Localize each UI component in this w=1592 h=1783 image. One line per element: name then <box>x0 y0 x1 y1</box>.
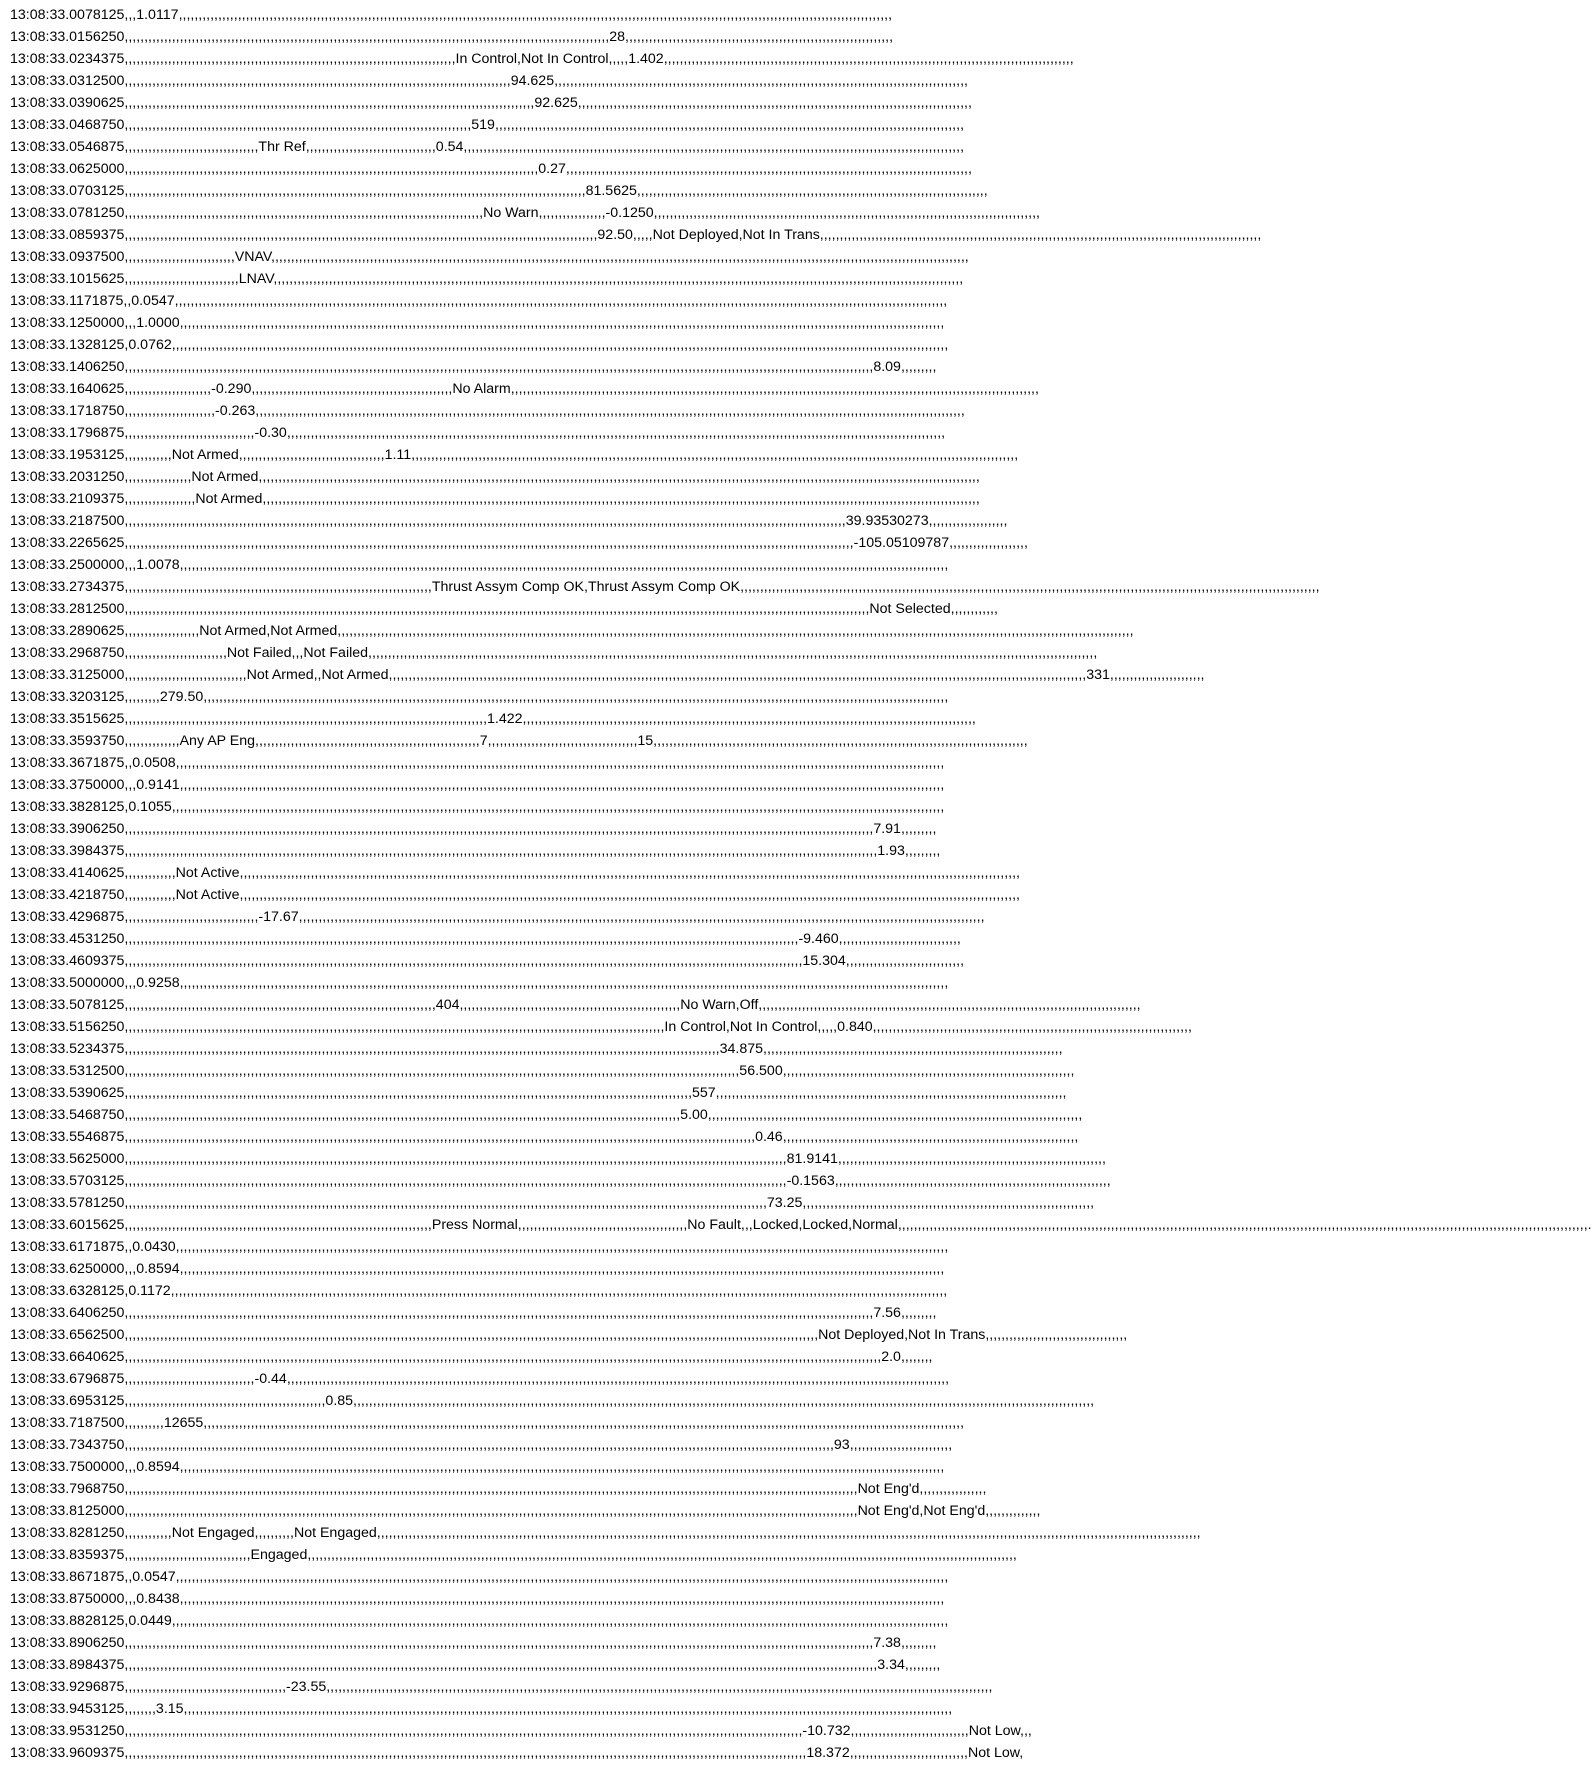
log-line: 13:08:33.9296875,,,,,,,,,,,,,,,,,,,,,,,,,,,,,,,,,,,,,,,,,-23.55,,,,,,,,,,,,,,,,,,,,,,,,,,,,,,,,,,,,,,,,,,,,,,,,,,,,,,,,,,,,,,,,,,,,,,,,,,,,,,,,,,,,,,,,,,,,,,,,,,,,,,,,,,,,,,,,,,,,,,,,,,,,,,,,,,,,,,,,,,,,,,,,,,,,,,,,,,,,,,,,,,,,,,,,, <box>10 1679 993 1695</box>
log-line: 13:08:33.8671875,,0.0547,,,,,,,,,,,,,,,,,,,,,,,,,,,,,,,,,,,,,,,,,,,,,,,,,,,,,,,,,,,,,,,,,,,,,,,,,,,,,,,,,,,,,,,,,,,,,,,,,,,,,,,,,,,,,,,,,,,,,,,,,,,,,,,,,,,,,,,,,,,,,,,,,,,,,,,,,,,,,,,,,,,,,,,,,,,,,,,,,,,,,,,,,,,,,,,,,,,, <box>10 1569 949 1585</box>
log-line: 13:08:33.6640625,,,,,,,,,,,,,,,,,,,,,,,,,,,,,,,,,,,,,,,,,,,,,,,,,,,,,,,,,,,,,,,,,,,,,,,,,,,,,,,,,,,,,,,,,,,,,,,,,,,,,,,,,,,,,,,,,,,,,,,,,,,,,,,,,,,,,,,,,,,,,,,,,,,,,,,,,,,,,,,,,,,,,,,,,,,,,,,,,,,,,,,,,,,,,,,,2.0,,,,,,,, <box>10 1349 933 1365</box>
log-line: 13:08:33.8125000,,,,,,,,,,,,,,,,,,,,,,,,,,,,,,,,,,,,,,,,,,,,,,,,,,,,,,,,,,,,,,,,,,,,,,,,,,,,,,,,,,,,,,,,,,,,,,,,,,,,,,,,,,,,,,,,,,,,,,,,,,,,,,,,,,,,,,,,,,,,,,,,,,,,,,,,,,,,,,,,,,,,,,,,,,,,,,,,,,,,,,,,,,Not Eng'd,Not Eng'd,,,,,,,,,,,,,, <box>10 1503 1041 1519</box>
log-line: 13:08:33.8359375,,,,,,,,,,,,,,,,,,,,,,,,,,,,,,,,Engaged,,,,,,,,,,,,,,,,,,,,,,,,,,,,,,,,,,,,,,,,,,,,,,,,,,,,,,,,,,,,,,,,,,,,,,,,,,,,,,,,,,,,,,,,,,,,,,,,,,,,,,,,,,,,,,,,,,,,,,,,,,,,,,,,,,,,,,,,,,,,,,,,,,,,,,,,,,,,,,,,,,,,,,,,,,,,,,,,,,,, <box>10 1547 1017 1563</box>
log-line: 13:08:33.2734375,,,,,,,,,,,,,,,,,,,,,,,,,,,,,,,,,,,,,,,,,,,,,,,,,,,,,,,,,,,,,,,,,,,,,,,,,,,,,,Thrust Assym Comp OK,Thrust Assym Comp OK,,,,,,,,,,,,,,,,,,,,,,,,,,,,,,,,,,,,,,,,,,,,,,,,,,,,,,,,,,,,,,,,,,,,,,,,,,,,,,,,,,,,,,,,,,,,,,,,,,,,,,,,,,,,,,,,,,,,,,,,,,,,,,,,,,,,,,,,,,,,,,,,,,, <box>10 579 1320 595</box>
log-line: 13:08:33.5000000,,,0.9258,,,,,,,,,,,,,,,,,,,,,,,,,,,,,,,,,,,,,,,,,,,,,,,,,,,,,,,,,,,,,,,,,,,,,,,,,,,,,,,,,,,,,,,,,,,,,,,,,,,,,,,,,,,,,,,,,,,,,,,,,,,,,,,,,,,,,,,,,,,,,,,,,,,,,,,,,,,,,,,,,,,,,,,,,,,,,,,,,,,,,,,,,,,,,,,,,,, <box>10 975 949 991</box>
log-line: 13:08:33.4531250,,,,,,,,,,,,,,,,,,,,,,,,,,,,,,,,,,,,,,,,,,,,,,,,,,,,,,,,,,,,,,,,,,,,,,,,,,,,,,,,,,,,,,,,,,,,,,,,,,,,,,,,,,,,,,,,,,,,,,,,,,,,,,,,,,,,,,,,,,,,,,,,,,,,,,,,,,,,,,,,,,,,,,,,,,,-9.460,,,,,,,,,,,,,,,,,,,,,,,,,,,,,,, <box>10 931 961 947</box>
log-line: 13:08:33.5468750,,,,,,,,,,,,,,,,,,,,,,,,,,,,,,,,,,,,,,,,,,,,,,,,,,,,,,,,,,,,,,,,,,,,,,,,,,,,,,,,,,,,,,,,,,,,,,,,,,,,,,,,,,,,,,,,,,,,,,,,,,,,,,,,,,,,,,,,,,,,,5.00,,,,,,,,,,,,,,,,,,,,,,,,,,,,,,,,,,,,,,,,,,,,,,,,,,,,,,,,,,,,,,,,,,,,,,,,,,,,,,,,,,,,,,,,,,,,,,, <box>10 1107 1083 1123</box>
log-line: 13:08:33.8906250,,,,,,,,,,,,,,,,,,,,,,,,,,,,,,,,,,,,,,,,,,,,,,,,,,,,,,,,,,,,,,,,,,,,,,,,,,,,,,,,,,,,,,,,,,,,,,,,,,,,,,,,,,,,,,,,,,,,,,,,,,,,,,,,,,,,,,,,,,,,,,,,,,,,,,,,,,,,,,,,,,,,,,,,,,,,,,,,,,,,,,,,,,,,,,7.38,,,,,,,,, <box>10 1635 937 1651</box>
log-line: 13:08:33.3515625,,,,,,,,,,,,,,,,,,,,,,,,,,,,,,,,,,,,,,,,,,,,,,,,,,,,,,,,,,,,,,,,,,,,,,,,,,,,,,,,,,,,,,,,,,,,1.422,,,,,,,,,,,,,,,,,,,,,,,,,,,,,,,,,,,,,,,,,,,,,,,,,,,,,,,,,,,,,,,,,,,,,,,,,,,,,,,,,,,,,,,,,,,,,,,,,,,,,,,,,,,,,,,,,,, <box>10 711 976 727</box>
log-line: 13:08:33.6328125,0.1172,,,,,,,,,,,,,,,,,,,,,,,,,,,,,,,,,,,,,,,,,,,,,,,,,,,,,,,,,,,,,,,,,,,,,,,,,,,,,,,,,,,,,,,,,,,,,,,,,,,,,,,,,,,,,,,,,,,,,,,,,,,,,,,,,,,,,,,,,,,,,,,,,,,,,,,,,,,,,,,,,,,,,,,,,,,,,,,,,,,,,,,,,,,,,,,,,,,,, <box>10 1283 948 1299</box>
log-line: 13:08:33.5078125,,,,,,,,,,,,,,,,,,,,,,,,,,,,,,,,,,,,,,,,,,,,,,,,,,,,,,,,,,,,,,,,,,,,,,,,,,,,,,,404,,,,,,,,,,,,,,,,,,,,,,,,,,,,,,,,,,,,,,,,,,,,,,,,,,,,,,,,No Warn,Off,,,,,,,,,,,,,,,,,,,,,,,,,,,,,,,,,,,,,,,,,,,,,,,,,,,,,,,,,,,,,,,,,,,,,,,,,,,,,,,,,,,,,,,,,,,,,,,,, <box>10 997 1141 1013</box>
log-line: 13:08:33.7343750,,,,,,,,,,,,,,,,,,,,,,,,,,,,,,,,,,,,,,,,,,,,,,,,,,,,,,,,,,,,,,,,,,,,,,,,,,,,,,,,,,,,,,,,,,,,,,,,,,,,,,,,,,,,,,,,,,,,,,,,,,,,,,,,,,,,,,,,,,,,,,,,,,,,,,,,,,,,,,,,,,,,,,,,,,,,,,,,,,,,93,,,,,,,,,,,,,,,,,,,,,,,,,, <box>10 1437 953 1453</box>
log-line: 13:08:33.6171875,,0.0430,,,,,,,,,,,,,,,,,,,,,,,,,,,,,,,,,,,,,,,,,,,,,,,,,,,,,,,,,,,,,,,,,,,,,,,,,,,,,,,,,,,,,,,,,,,,,,,,,,,,,,,,,,,,,,,,,,,,,,,,,,,,,,,,,,,,,,,,,,,,,,,,,,,,,,,,,,,,,,,,,,,,,,,,,,,,,,,,,,,,,,,,,,,,,,,,,,,, <box>10 1239 949 1255</box>
log-line: 13:08:33.0390625,,,,,,,,,,,,,,,,,,,,,,,,,,,,,,,,,,,,,,,,,,,,,,,,,,,,,,,,,,,,,,,,,,,,,,,,,,,,,,,,,,,,,,,,,,,,,,,,,,,,,,,,92.625,,,,,,,,,,,,,,,,,,,,,,,,,,,,,,,,,,,,,,,,,,,,,,,,,,,,,,,,,,,,,,,,,,,,,,,,,,,,,,,,,,,,,,,,,,,,,,,,,,,, <box>10 95 972 111</box>
log-line: 13:08:33.5703125,,,,,,,,,,,,,,,,,,,,,,,,,,,,,,,,,,,,,,,,,,,,,,,,,,,,,,,,,,,,,,,,,,,,,,,,,,,,,,,,,,,,,,,,,,,,,,,,,,,,,,,,,,,,,,,,,,,,,,,,,,,,,,,,,,,,,,,,,,,,,,,,,,,,,,,,,,,,,,,,,,,,,,,,-0.1563,,,,,,,,,,,,,,,,,,,,,,,,,,,,,,,,,,,,,,,,,,,,,,,,,,,,,,,,,,,,,,,,,,,,,, <box>10 1173 1111 1189</box>
log-line: 13:08:33.7500000,,,0.8594,,,,,,,,,,,,,,,,,,,,,,,,,,,,,,,,,,,,,,,,,,,,,,,,,,,,,,,,,,,,,,,,,,,,,,,,,,,,,,,,,,,,,,,,,,,,,,,,,,,,,,,,,,,,,,,,,,,,,,,,,,,,,,,,,,,,,,,,,,,,,,,,,,,,,,,,,,,,,,,,,,,,,,,,,,,,,,,,,,,,,,,,,,,,,,,,,, <box>10 1459 945 1475</box>
log-line: 13:08:33.6406250,,,,,,,,,,,,,,,,,,,,,,,,,,,,,,,,,,,,,,,,,,,,,,,,,,,,,,,,,,,,,,,,,,,,,,,,,,,,,,,,,,,,,,,,,,,,,,,,,,,,,,,,,,,,,,,,,,,,,,,,,,,,,,,,,,,,,,,,,,,,,,,,,,,,,,,,,,,,,,,,,,,,,,,,,,,,,,,,,,,,,,,,,,,,,,7.56,,,,,,,,, <box>10 1305 937 1321</box>
log-line: 13:08:33.0703125,,,,,,,,,,,,,,,,,,,,,,,,,,,,,,,,,,,,,,,,,,,,,,,,,,,,,,,,,,,,,,,,,,,,,,,,,,,,,,,,,,,,,,,,,,,,,,,,,,,,,,,,,,,,,,,,,,,,,81.5625,,,,,,,,,,,,,,,,,,,,,,,,,,,,,,,,,,,,,,,,,,,,,,,,,,,,,,,,,,,,,,,,,,,,,,,,,,,,,,,,,,,,,,,,, <box>10 183 988 199</box>
log-line: 13:08:33.0937500,,,,,,,,,,,,,,,,,,,,,,,,,,,,VNAV,,,,,,,,,,,,,,,,,,,,,,,,,,,,,,,,,,,,,,,,,,,,,,,,,,,,,,,,,,,,,,,,,,,,,,,,,,,,,,,,,,,,,,,,,,,,,,,,,,,,,,,,,,,,,,,,,,,,,,,,,,,,,,,,,,,,,,,,,,,,,,,,,,,,,,,,,,,,,,,,,,,,,,,,,,,,,,,,, <box>10 249 969 265</box>
log-line: 13:08:33.4140625,,,,,,,,,,,,,Not Active,,,,,,,,,,,,,,,,,,,,,,,,,,,,,,,,,,,,,,,,,,,,,,,,,,,,,,,,,,,,,,,,,,,,,,,,,,,,,,,,,,,,,,,,,,,,,,,,,,,,,,,,,,,,,,,,,,,,,,,,,,,,,,,,,,,,,,,,,,,,,,,,,,,,,,,,,,,,,,,,,,,,,,,,,,,,,,,,,,,,,,,,,,,,,,,,,,,,,, <box>10 865 1020 881</box>
log-line: 13:08:33.2500000,,,1.0078,,,,,,,,,,,,,,,,,,,,,,,,,,,,,,,,,,,,,,,,,,,,,,,,,,,,,,,,,,,,,,,,,,,,,,,,,,,,,,,,,,,,,,,,,,,,,,,,,,,,,,,,,,,,,,,,,,,,,,,,,,,,,,,,,,,,,,,,,,,,,,,,,,,,,,,,,,,,,,,,,,,,,,,,,,,,,,,,,,,,,,,,,,,,,,,,,,, <box>10 557 949 573</box>
log-line: 13:08:33.1015625,,,,,,,,,,,,,,,,,,,,,,,,,,,,,LNAV,,,,,,,,,,,,,,,,,,,,,,,,,,,,,,,,,,,,,,,,,,,,,,,,,,,,,,,,,,,,,,,,,,,,,,,,,,,,,,,,,,,,,,,,,,,,,,,,,,,,,,,,,,,,,,,,,,,,,,,,,,,,,,,,,,,,,,,,,,,,,,,,,,,,,,,,,,,,,,,,,,,,,,,,,,,,,,, <box>10 271 964 287</box>
log-line: 13:08:33.1796875,,,,,,,,,,,,,,,,,,,,,,,,,,,,,,,,,-0.30,,,,,,,,,,,,,,,,,,,,,,,,,,,,,,,,,,,,,,,,,,,,,,,,,,,,,,,,,,,,,,,,,,,,,,,,,,,,,,,,,,,,,,,,,,,,,,,,,,,,,,,,,,,,,,,,,,,,,,,,,,,,,,,,,,,,,,,,,,,,,,,,,,,,,,,,,,,,,,,,,,,,,,, <box>10 425 946 441</box>
log-line: 13:08:33.3593750,,,,,,,,,,,,,,Any AP Eng,,,,,,,,,,,,,,,,,,,,,,,,,,,,,,,,,,,,,,,,,,,,,,,,,,,,,,,,,7,,,,,,,,,,,,,,,,,,,,,,,,,,,,,,,,,,,,,,15,,,,,,,,,,,,,,,,,,,,,,,,,,,,,,,,,,,,,,,,,,,,,,,,,,,,,,,,,,,,,,,,,,,,,,,,,,,,,,,,,,,,,,,,,,,,,,, <box>10 733 1028 749</box>
log-line: 13:08:33.6796875,,,,,,,,,,,,,,,,,,,,,,,,,,,,,,,,,-0.44,,,,,,,,,,,,,,,,,,,,,,,,,,,,,,,,,,,,,,,,,,,,,,,,,,,,,,,,,,,,,,,,,,,,,,,,,,,,,,,,,,,,,,,,,,,,,,,,,,,,,,,,,,,,,,,,,,,,,,,,,,,,,,,,,,,,,,,,,,,,,,,,,,,,,,,,,,,,,,,,,,,,,,,, <box>10 1371 950 1387</box>
log-line: 13:08:33.5312500,,,,,,,,,,,,,,,,,,,,,,,,,,,,,,,,,,,,,,,,,,,,,,,,,,,,,,,,,,,,,,,,,,,,,,,,,,,,,,,,,,,,,,,,,,,,,,,,,,,,,,,,,,,,,,,,,,,,,,,,,,,,,,,,,,,,,,,,,,,,,,,,,,,,,,,,,,,,56.500,,,,,,,,,,,,,,,,,,,,,,,,,,,,,,,,,,,,,,,,,,,,,,,,,,,,,,,,,,,,,,,,,,,,,,,,,, <box>10 1063 1075 1079</box>
log-line: 13:08:33.5156250,,,,,,,,,,,,,,,,,,,,,,,,,,,,,,,,,,,,,,,,,,,,,,,,,,,,,,,,,,,,,,,,,,,,,,,,,,,,,,,,,,,,,,,,,,,,,,,,,,,,,,,,,,,,,,,,,,,,,,,,,,,,,,,,,,,,,,,,,In Control,Not In Control,,,,,0.840,,,,,,,,,,,,,,,,,,,,,,,,,,,,,,,,,,,,,,,,,,,,,,,,,,,,,,,,,,,,,,,,,,,,,,,,,,,,,,,,, <box>10 1019 1192 1035</box>
log-line: 13:08:33.2968750,,,,,,,,,,,,,,,,,,,,,,,,,,Not Failed,,,Not Failed,,,,,,,,,,,,,,,,,,,,,,,,,,,,,,,,,,,,,,,,,,,,,,,,,,,,,,,,,,,,,,,,,,,,,,,,,,,,,,,,,,,,,,,,,,,,,,,,,,,,,,,,,,,,,,,,,,,,,,,,,,,,,,,,,,,,,,,,,,,,,,,,,,,,,,,,,,,,,,,,,,,,,,,,,,,,,,,,,,,,,,,,, <box>10 645 1098 661</box>
log-line: 13:08:33.3125000,,,,,,,,,,,,,,,,,,,,,,,,,,,,,,,Not Armed,,Not Armed,,,,,,,,,,,,,,,,,,,,,,,,,,,,,,,,,,,,,,,,,,,,,,,,,,,,,,,,,,,,,,,,,,,,,,,,,,,,,,,,,,,,,,,,,,,,,,,,,,,,,,,,,,,,,,,,,,,,,,,,,,,,,,,,,,,,,,,,,,,,,,,,,,,,,,,,,,,,,,,,,,,,,,,,,,,,,,,,,331,,,,,,,,,,,,,,,,,,,,,,,, <box>10 667 1205 683</box>
log-line: 13:08:33.6562500,,,,,,,,,,,,,,,,,,,,,,,,,,,,,,,,,,,,,,,,,,,,,,,,,,,,,,,,,,,,,,,,,,,,,,,,,,,,,,,,,,,,,,,,,,,,,,,,,,,,,,,,,,,,,,,,,,,,,,,,,,,,,,,,,,,,,,,,,,,,,,,,,,,,,,,,,,,,,,,,,,,,,,,,,,,,,,,,Not Deployed,Not In Trans,,,,,,,,,,,,,,,,,,,,,,,,,,,,,,,,,,,, <box>10 1327 1128 1343</box>
log-line: 13:08:33.0156250,,,,,,,,,,,,,,,,,,,,,,,,,,,,,,,,,,,,,,,,,,,,,,,,,,,,,,,,,,,,,,,,,,,,,,,,,,,,,,,,,,,,,,,,,,,,,,,,,,,,,,,,,,,,,,,,,,,,,,,,,,,28,,,,,,,,,,,,,,,,,,,,,,,,,,,,,,,,,,,,,,,,,,,,,,,,,,,,,,,,,,,,,,,,,,,, <box>10 29 894 45</box>
log-line: 13:08:33.3984375,,,,,,,,,,,,,,,,,,,,,,,,,,,,,,,,,,,,,,,,,,,,,,,,,,,,,,,,,,,,,,,,,,,,,,,,,,,,,,,,,,,,,,,,,,,,,,,,,,,,,,,,,,,,,,,,,,,,,,,,,,,,,,,,,,,,,,,,,,,,,,,,,,,,,,,,,,,,,,,,,,,,,,,,,,,,,,,,,,,,,,,,,,,,,,,1.93,,,,,,,,, <box>10 843 941 859</box>
log-line: 13:08:33.0781250,,,,,,,,,,,,,,,,,,,,,,,,,,,,,,,,,,,,,,,,,,,,,,,,,,,,,,,,,,,,,,,,,,,,,,,,,,,,,,,,,,,,,,,,,,,No Warn,,,,,,,,,,,,,,,,,-0.1250,,,,,,,,,,,,,,,,,,,,,,,,,,,,,,,,,,,,,,,,,,,,,,,,,,,,,,,,,,,,,,,,,,,,,,,,,,,,,,,,,,,,,,,,,,,,,,,,,, <box>10 205 1040 221</box>
log-line: 13:08:33.1328125,0.0762,,,,,,,,,,,,,,,,,,,,,,,,,,,,,,,,,,,,,,,,,,,,,,,,,,,,,,,,,,,,,,,,,,,,,,,,,,,,,,,,,,,,,,,,,,,,,,,,,,,,,,,,,,,,,,,,,,,,,,,,,,,,,,,,,,,,,,,,,,,,,,,,,,,,,,,,,,,,,,,,,,,,,,,,,,,,,,,,,,,,,,,,,,,,,,,,,,,,, <box>10 337 949 353</box>
log-line: 13:08:33.5781250,,,,,,,,,,,,,,,,,,,,,,,,,,,,,,,,,,,,,,,,,,,,,,,,,,,,,,,,,,,,,,,,,,,,,,,,,,,,,,,,,,,,,,,,,,,,,,,,,,,,,,,,,,,,,,,,,,,,,,,,,,,,,,,,,,,,,,,,,,,,,,,,,,,,,,,,,,,,,,,,,,,73.25,,,,,,,,,,,,,,,,,,,,,,,,,,,,,,,,,,,,,,,,,,,,,,,,,,,,,,,,,,,,,,,,,,,,,,,,,, <box>10 1195 1095 1211</box>
log-line: 13:08:33.0468750,,,,,,,,,,,,,,,,,,,,,,,,,,,,,,,,,,,,,,,,,,,,,,,,,,,,,,,,,,,,,,,,,,,,,,,,,,,,,,,,,,,,,,,,519,,,,,,,,,,,,,,,,,,,,,,,,,,,,,,,,,,,,,,,,,,,,,,,,,,,,,,,,,,,,,,,,,,,,,,,,,,,,,,,,,,,,,,,,,,,,,,,,,,,,,,,,,,,,,,,,,,,,,,, <box>10 117 965 133</box>
log-line: 13:08:33.5234375,,,,,,,,,,,,,,,,,,,,,,,,,,,,,,,,,,,,,,,,,,,,,,,,,,,,,,,,,,,,,,,,,,,,,,,,,,,,,,,,,,,,,,,,,,,,,,,,,,,,,,,,,,,,,,,,,,,,,,,,,,,,,,,,,,,,,,,,,,,,,,,,,,,,,,,34.875,,,,,,,,,,,,,,,,,,,,,,,,,,,,,,,,,,,,,,,,,,,,,,,,,,,,,,,,,,,,,,,,,,,,,,,,,,,, <box>10 1041 1063 1057</box>
log-line: 13:08:33.1250000,,,1.0000,,,,,,,,,,,,,,,,,,,,,,,,,,,,,,,,,,,,,,,,,,,,,,,,,,,,,,,,,,,,,,,,,,,,,,,,,,,,,,,,,,,,,,,,,,,,,,,,,,,,,,,,,,,,,,,,,,,,,,,,,,,,,,,,,,,,,,,,,,,,,,,,,,,,,,,,,,,,,,,,,,,,,,,,,,,,,,,,,,,,,,,,,,,,,,,,,, <box>10 315 945 331</box>
log-line: 13:08:33.9531250,,,,,,,,,,,,,,,,,,,,,,,,,,,,,,,,,,,,,,,,,,,,,,,,,,,,,,,,,,,,,,,,,,,,,,,,,,,,,,,,,,,,,,,,,,,,,,,,,,,,,,,,,,,,,,,,,,,,,,,,,,,,,,,,,,,,,,,,,,,,,,,,,,,,,,,,,,,,,,,,,,,,,,,,,,,,-10.732,,,,,,,,,,,,,,,,,,,,,,,,,,,,,,Not Low,,, <box>10 1723 1032 1739</box>
log-line: 13:08:33.6953125,,,,,,,,,,,,,,,,,,,,,,,,,,,,,,,,,,,,,,,,,,,,,,,,,,,0.85,,,,,,,,,,,,,,,,,,,,,,,,,,,,,,,,,,,,,,,,,,,,,,,,,,,,,,,,,,,,,,,,,,,,,,,,,,,,,,,,,,,,,,,,,,,,,,,,,,,,,,,,,,,,,,,,,,,,,,,,,,,,,,,,,,,,,,,,,,,,,,,,,,,,,,,,,,,,,,,,,,,,,,,,,,,,,,,,,,,,,,,,,,,, <box>10 1393 1095 1409</box>
log-line: 13:08:33.0546875,,,,,,,,,,,,,,,,,,,,,,,,,,,,,,,,,,Thr Ref,,,,,,,,,,,,,,,,,,,,,,,,,,,,,,,,,0.54,,,,,,,,,,,,,,,,,,,,,,,,,,,,,,,,,,,,,,,,,,,,,,,,,,,,,,,,,,,,,,,,,,,,,,,,,,,,,,,,,,,,,,,,,,,,,,,,,,,,,,,,,,,,,,,,,,,,,,,,,,,,,,, <box>10 139 965 155</box>
log-line: 13:08:33.3750000,,,0.9141,,,,,,,,,,,,,,,,,,,,,,,,,,,,,,,,,,,,,,,,,,,,,,,,,,,,,,,,,,,,,,,,,,,,,,,,,,,,,,,,,,,,,,,,,,,,,,,,,,,,,,,,,,,,,,,,,,,,,,,,,,,,,,,,,,,,,,,,,,,,,,,,,,,,,,,,,,,,,,,,,,,,,,,,,,,,,,,,,,,,,,,,,,,,,,,,,, <box>10 777 945 793</box>
log-line: 13:08:33.2890625,,,,,,,,,,,,,,,,,,,Not Armed,Not Armed,,,,,,,,,,,,,,,,,,,,,,,,,,,,,,,,,,,,,,,,,,,,,,,,,,,,,,,,,,,,,,,,,,,,,,,,,,,,,,,,,,,,,,,,,,,,,,,,,,,,,,,,,,,,,,,,,,,,,,,,,,,,,,,,,,,,,,,,,,,,,,,,,,,,,,,,,,,,,,,,,,,,,,,,,,,,,,,,,,,,,,,,,,,,,,,,,,,,,,,,,, <box>10 623 1134 639</box>
log-line: 13:08:33.0078125,,,1.0117,,,,,,,,,,,,,,,,,,,,,,,,,,,,,,,,,,,,,,,,,,,,,,,,,,,,,,,,,,,,,,,,,,,,,,,,,,,,,,,,,,,,,,,,,,,,,,,,,,,,,,,,,,,,,,,,,,,,,,,,,,,,,,,,,,,,,,,,,,,,,,,,,,,,,,,,,,,,,,,,,,,,,,,,,,,,,,,,,,,,, <box>10 7 893 23</box>
log-line: 13:08:33.9453125,,,,,,,,3.15,,,,,,,,,,,,,,,,,,,,,,,,,,,,,,,,,,,,,,,,,,,,,,,,,,,,,,,,,,,,,,,,,,,,,,,,,,,,,,,,,,,,,,,,,,,,,,,,,,,,,,,,,,,,,,,,,,,,,,,,,,,,,,,,,,,,,,,,,,,,,,,,,,,,,,,,,,,,,,,,,,,,,,,,,,,,,,,,,,,,,,,,,,,,,,,,,,, <box>10 1701 953 1717</box>
log-line: 13:08:33.0234375,,,,,,,,,,,,,,,,,,,,,,,,,,,,,,,,,,,,,,,,,,,,,,,,,,,,,,,,,,,,,,,,,,,,,,,,,,,,,,,,,,,,In Control,Not In Control,,,,,1.402,,,,,,,,,,,,,,,,,,,,,,,,,,,,,,,,,,,,,,,,,,,,,,,,,,,,,,,,,,,,,,,,,,,,,,,,,,,,,,,,,,,,,,,,,,,,,,,,,,,,,,,, <box>10 51 1074 67</box>
log-line: 13:08:33.6015625,,,,,,,,,,,,,,,,,,,,,,,,,,,,,,,,,,,,,,,,,,,,,,,,,,,,,,,,,,,,,,,,,,,,,,,,,,,,,,Press Normal,,,,,,,,,,,,,,,,,,,,,,,,,,,,,,,,,,,,,,,,,,,No Fault,,,Locked,Locked,Normal,,,,,,,,,,,,,,,,,,,,,,,,,,,,,,,,,,,,,,,,,,,,,,,,,,,,,,,,,,,,,,,,,,,,,,,,,,,,,,,,,,,,,,,,,,,,,,,,,,,,,,,,,,,,,,,,,,,,,,,,,,,,,,,,,,,,,,,,,,,,,,,,,,,,,,,,,,,,,,,,,,,,,,,,,,,,,,,. <box>10 1217 1592 1233</box>
log-line: 13:08:33.2187500,,,,,,,,,,,,,,,,,,,,,,,,,,,,,,,,,,,,,,,,,,,,,,,,,,,,,,,,,,,,,,,,,,,,,,,,,,,,,,,,,,,,,,,,,,,,,,,,,,,,,,,,,,,,,,,,,,,,,,,,,,,,,,,,,,,,,,,,,,,,,,,,,,,,,,,,,,,,,,,,,,,,,,,,,,,,,,,,,,,,,,,39.93530273,,,,,,,,,,,,,,,,,,,, <box>10 513 1008 529</box>
log-line: 13:08:33.4296875,,,,,,,,,,,,,,,,,,,,,,,,,,,,,,,,,,-17.67,,,,,,,,,,,,,,,,,,,,,,,,,,,,,,,,,,,,,,,,,,,,,,,,,,,,,,,,,,,,,,,,,,,,,,,,,,,,,,,,,,,,,,,,,,,,,,,,,,,,,,,,,,,,,,,,,,,,,,,,,,,,,,,,,,,,,,,,,,,,,,,,,,,,,,,,,,,,,,,,,,,,,,,,,,,,,, <box>10 909 985 925</box>
log-line: 13:08:33.5625000,,,,,,,,,,,,,,,,,,,,,,,,,,,,,,,,,,,,,,,,,,,,,,,,,,,,,,,,,,,,,,,,,,,,,,,,,,,,,,,,,,,,,,,,,,,,,,,,,,,,,,,,,,,,,,,,,,,,,,,,,,,,,,,,,,,,,,,,,,,,,,,,,,,,,,,,,,,,,,,,,,,,,,,,81.9141,,,,,,,,,,,,,,,,,,,,,,,,,,,,,,,,,,,,,,,,,,,,,,,,,,,,,,,,,,,,,,,,,,,, <box>10 1151 1106 1167</box>
log-line: 13:08:33.3203125,,,,,,,,,279.50,,,,,,,,,,,,,,,,,,,,,,,,,,,,,,,,,,,,,,,,,,,,,,,,,,,,,,,,,,,,,,,,,,,,,,,,,,,,,,,,,,,,,,,,,,,,,,,,,,,,,,,,,,,,,,,,,,,,,,,,,,,,,,,,,,,,,,,,,,,,,,,,,,,,,,,,,,,,,,,,,,,,,,,,,,,,,,,,,,,,,,,,,,,,, <box>10 689 949 705</box>
log-line: 13:08:33.8828125,0.0449,,,,,,,,,,,,,,,,,,,,,,,,,,,,,,,,,,,,,,,,,,,,,,,,,,,,,,,,,,,,,,,,,,,,,,,,,,,,,,,,,,,,,,,,,,,,,,,,,,,,,,,,,,,,,,,,,,,,,,,,,,,,,,,,,,,,,,,,,,,,,,,,,,,,,,,,,,,,,,,,,,,,,,,,,,,,,,,,,,,,,,,,,,,,,,,,,,,,, <box>10 1613 949 1629</box>
log-line: 13:08:33.3828125,0.1055,,,,,,,,,,,,,,,,,,,,,,,,,,,,,,,,,,,,,,,,,,,,,,,,,,,,,,,,,,,,,,,,,,,,,,,,,,,,,,,,,,,,,,,,,,,,,,,,,,,,,,,,,,,,,,,,,,,,,,,,,,,,,,,,,,,,,,,,,,,,,,,,,,,,,,,,,,,,,,,,,,,,,,,,,,,,,,,,,,,,,,,,,,,,,,,,,,,, <box>10 799 945 815</box>
log-lines <box>10 4 1592 1764</box>
log-line: 13:08:33.1953125,,,,,,,,,,,,Not Armed,,,,,,,,,,,,,,,,,,,,,,,,,,,,,,,,,,,,,1.11,,,,,,,,,,,,,,,,,,,,,,,,,,,,,,,,,,,,,,,,,,,,,,,,,,,,,,,,,,,,,,,,,,,,,,,,,,,,,,,,,,,,,,,,,,,,,,,,,,,,,,,,,,,,,,,,,,,,,,,,,,,,,,,,,,,,,,,,,,,,,,,,,,,,,,,,,, <box>10 447 1019 463</box>
log-line: 13:08:33.3671875,,0.0508,,,,,,,,,,,,,,,,,,,,,,,,,,,,,,,,,,,,,,,,,,,,,,,,,,,,,,,,,,,,,,,,,,,,,,,,,,,,,,,,,,,,,,,,,,,,,,,,,,,,,,,,,,,,,,,,,,,,,,,,,,,,,,,,,,,,,,,,,,,,,,,,,,,,,,,,,,,,,,,,,,,,,,,,,,,,,,,,,,,,,,,,,,,,,,,,,,, <box>10 755 945 771</box>
log-line: 13:08:33.1718750,,,,,,,,,,,,,,,,,,,,,,,-0.263,,,,,,,,,,,,,,,,,,,,,,,,,,,,,,,,,,,,,,,,,,,,,,,,,,,,,,,,,,,,,,,,,,,,,,,,,,,,,,,,,,,,,,,,,,,,,,,,,,,,,,,,,,,,,,,,,,,,,,,,,,,,,,,,,,,,,,,,,,,,,,,,,,,,,,,,,,,,,,,,,,,,,,,,,,,,,,,,,,,, <box>10 403 965 419</box>
log-line: 13:08:33.0859375,,,,,,,,,,,,,,,,,,,,,,,,,,,,,,,,,,,,,,,,,,,,,,,,,,,,,,,,,,,,,,,,,,,,,,,,,,,,,,,,,,,,,,,,,,,,,,,,,,,,,,,,,,,,,,,,,,,,,,,,92.50,,,,,Not Deployed,Not In Trans,,,,,,,,,,,,,,,,,,,,,,,,,,,,,,,,,,,,,,,,,,,,,,,,,,,,,,,,,,,,,,,,,,,,,,,,,,,,,,,,,,,,,,,,,,,,,,,,,,,,,,,,,,,,,,,, <box>10 227 1262 243</box>
log-line: 13:08:33.0625000,,,,,,,,,,,,,,,,,,,,,,,,,,,,,,,,,,,,,,,,,,,,,,,,,,,,,,,,,,,,,,,,,,,,,,,,,,,,,,,,,,,,,,,,,,,,,,,,,,,,,,,,,0.27,,,,,,,,,,,,,,,,,,,,,,,,,,,,,,,,,,,,,,,,,,,,,,,,,,,,,,,,,,,,,,,,,,,,,,,,,,,,,,,,,,,,,,,,,,,,,,,,,,,,,,, <box>10 161 972 177</box>
log-line: 13:08:33.5546875,,,,,,,,,,,,,,,,,,,,,,,,,,,,,,,,,,,,,,,,,,,,,,,,,,,,,,,,,,,,,,,,,,,,,,,,,,,,,,,,,,,,,,,,,,,,,,,,,,,,,,,,,,,,,,,,,,,,,,,,,,,,,,,,,,,,,,,,,,,,,,,,,,,,,,,,,,,,,,,,0.46,,,,,,,,,,,,,,,,,,,,,,,,,,,,,,,,,,,,,,,,,,,,,,,,,,,,,,,,,,,,,,,,,,,,,,,,,,, <box>10 1129 1079 1145</box>
log-line: 13:08:33.5390625,,,,,,,,,,,,,,,,,,,,,,,,,,,,,,,,,,,,,,,,,,,,,,,,,,,,,,,,,,,,,,,,,,,,,,,,,,,,,,,,,,,,,,,,,,,,,,,,,,,,,,,,,,,,,,,,,,,,,,,,,,,,,,,,,,,,,,,,,,,,,,,,557,,,,,,,,,,,,,,,,,,,,,,,,,,,,,,,,,,,,,,,,,,,,,,,,,,,,,,,,,,,,,,,,,,,,,,,,,,,,,,,,,,,,,,,,, <box>10 1085 1067 1101</box>
log-line: 13:08:33.1406250,,,,,,,,,,,,,,,,,,,,,,,,,,,,,,,,,,,,,,,,,,,,,,,,,,,,,,,,,,,,,,,,,,,,,,,,,,,,,,,,,,,,,,,,,,,,,,,,,,,,,,,,,,,,,,,,,,,,,,,,,,,,,,,,,,,,,,,,,,,,,,,,,,,,,,,,,,,,,,,,,,,,,,,,,,,,,,,,,,,,,,,,,,,,,,8.09,,,,,,,,, <box>10 359 937 375</box>
log-line: 13:08:33.6250000,,,0.8594,,,,,,,,,,,,,,,,,,,,,,,,,,,,,,,,,,,,,,,,,,,,,,,,,,,,,,,,,,,,,,,,,,,,,,,,,,,,,,,,,,,,,,,,,,,,,,,,,,,,,,,,,,,,,,,,,,,,,,,,,,,,,,,,,,,,,,,,,,,,,,,,,,,,,,,,,,,,,,,,,,,,,,,,,,,,,,,,,,,,,,,,,,,,,,,,,, <box>10 1261 945 1277</box>
log-line: 13:08:33.7187500,,,,,,,,,,12655,,,,,,,,,,,,,,,,,,,,,,,,,,,,,,,,,,,,,,,,,,,,,,,,,,,,,,,,,,,,,,,,,,,,,,,,,,,,,,,,,,,,,,,,,,,,,,,,,,,,,,,,,,,,,,,,,,,,,,,,,,,,,,,,,,,,,,,,,,,,,,,,,,,,,,,,,,,,,,,,,,,,,,,,,,,,,,,,,,,,,,,,,,,,,,,,, <box>10 1415 965 1431</box>
log-line: 13:08:33.2109375,,,,,,,,,,,,,,,,,,Not Armed,,,,,,,,,,,,,,,,,,,,,,,,,,,,,,,,,,,,,,,,,,,,,,,,,,,,,,,,,,,,,,,,,,,,,,,,,,,,,,,,,,,,,,,,,,,,,,,,,,,,,,,,,,,,,,,,,,,,,,,,,,,,,,,,,,,,,,,,,,,,,,,,,,,,,,,,,,,,,,,,,,,,,,,,,,,,,,,,,,,,,, <box>10 491 980 507</box>
log-line: 13:08:33.4609375,,,,,,,,,,,,,,,,,,,,,,,,,,,,,,,,,,,,,,,,,,,,,,,,,,,,,,,,,,,,,,,,,,,,,,,,,,,,,,,,,,,,,,,,,,,,,,,,,,,,,,,,,,,,,,,,,,,,,,,,,,,,,,,,,,,,,,,,,,,,,,,,,,,,,,,,,,,,,,,,,,,,,,,,,,,,15.304,,,,,,,,,,,,,,,,,,,,,,,,,,,,,, <box>10 953 965 969</box>
log-line: 13:08:33.4218750,,,,,,,,,,,,,Not Active,,,,,,,,,,,,,,,,,,,,,,,,,,,,,,,,,,,,,,,,,,,,,,,,,,,,,,,,,,,,,,,,,,,,,,,,,,,,,,,,,,,,,,,,,,,,,,,,,,,,,,,,,,,,,,,,,,,,,,,,,,,,,,,,,,,,,,,,,,,,,,,,,,,,,,,,,,,,,,,,,,,,,,,,,,,,,,,,,,,,,,,,,,,,,,,,,,,,,, <box>10 887 1020 903</box>
log-line: 13:08:33.2812500,,,,,,,,,,,,,,,,,,,,,,,,,,,,,,,,,,,,,,,,,,,,,,,,,,,,,,,,,,,,,,,,,,,,,,,,,,,,,,,,,,,,,,,,,,,,,,,,,,,,,,,,,,,,,,,,,,,,,,,,,,,,,,,,,,,,,,,,,,,,,,,,,,,,,,,,,,,,,,,,,,,,,,,,,,,,,,,,,,,,,,,,,,,,,Not Selected,,,,,,,,,,,, <box>10 601 998 617</box>
log-line: 13:08:33.3906250,,,,,,,,,,,,,,,,,,,,,,,,,,,,,,,,,,,,,,,,,,,,,,,,,,,,,,,,,,,,,,,,,,,,,,,,,,,,,,,,,,,,,,,,,,,,,,,,,,,,,,,,,,,,,,,,,,,,,,,,,,,,,,,,,,,,,,,,,,,,,,,,,,,,,,,,,,,,,,,,,,,,,,,,,,,,,,,,,,,,,,,,,,,,,,7.91,,,,,,,,, <box>10 821 937 837</box>
log-line: 13:08:33.8750000,,,0.8438,,,,,,,,,,,,,,,,,,,,,,,,,,,,,,,,,,,,,,,,,,,,,,,,,,,,,,,,,,,,,,,,,,,,,,,,,,,,,,,,,,,,,,,,,,,,,,,,,,,,,,,,,,,,,,,,,,,,,,,,,,,,,,,,,,,,,,,,,,,,,,,,,,,,,,,,,,,,,,,,,,,,,,,,,,,,,,,,,,,,,,,,,,,,,,,,,, <box>10 1591 945 1607</box>
log-line: 13:08:33.2031250,,,,,,,,,,,,,,,,,Not Armed,,,,,,,,,,,,,,,,,,,,,,,,,,,,,,,,,,,,,,,,,,,,,,,,,,,,,,,,,,,,,,,,,,,,,,,,,,,,,,,,,,,,,,,,,,,,,,,,,,,,,,,,,,,,,,,,,,,,,,,,,,,,,,,,,,,,,,,,,,,,,,,,,,,,,,,,,,,,,,,,,,,,,,,,,,,,,,,,,,,,,,, <box>10 469 980 485</box>
log-line: 13:08:33.8984375,,,,,,,,,,,,,,,,,,,,,,,,,,,,,,,,,,,,,,,,,,,,,,,,,,,,,,,,,,,,,,,,,,,,,,,,,,,,,,,,,,,,,,,,,,,,,,,,,,,,,,,,,,,,,,,,,,,,,,,,,,,,,,,,,,,,,,,,,,,,,,,,,,,,,,,,,,,,,,,,,,,,,,,,,,,,,,,,,,,,,,,,,,,,,,,3.34,,,,,,,,, <box>10 1657 941 1673</box>
log-line: 13:08:33.7968750,,,,,,,,,,,,,,,,,,,,,,,,,,,,,,,,,,,,,,,,,,,,,,,,,,,,,,,,,,,,,,,,,,,,,,,,,,,,,,,,,,,,,,,,,,,,,,,,,,,,,,,,,,,,,,,,,,,,,,,,,,,,,,,,,,,,,,,,,,,,,,,,,,,,,,,,,,,,,,,,,,,,,,,,,,,,,,,,,,,,,,,,,,Not Eng'd,,,,,,,,,,,,,,,,, <box>10 1481 987 1497</box>
log-line: 13:08:33.1640625,,,,,,,,,,,,,,,,,,,,,,-0.290,,,,,,,,,,,,,,,,,,,,,,,,,,,,,,,,,,,,,,,,,,,,,,,,,,,No Alarm,,,,,,,,,,,,,,,,,,,,,,,,,,,,,,,,,,,,,,,,,,,,,,,,,,,,,,,,,,,,,,,,,,,,,,,,,,,,,,,,,,,,,,,,,,,,,,,,,,,,,,,,,,,,,,,,,,,,,,,,,,,,,,,,,,,,,, <box>10 381 1039 397</box>
log-line: 13:08:33.9609375,,,,,,,,,,,,,,,,,,,,,,,,,,,,,,,,,,,,,,,,,,,,,,,,,,,,,,,,,,,,,,,,,,,,,,,,,,,,,,,,,,,,,,,,,,,,,,,,,,,,,,,,,,,,,,,,,,,,,,,,,,,,,,,,,,,,,,,,,,,,,,,,,,,,,,,,,,,,,,,,,,,,,,,,,,,,,18.372,,,,,,,,,,,,,,,,,,,,,,,,,,,,,,Not Low, <box>10 1745 1024 1761</box>
log-line: 13:08:33.2265625,,,,,,,,,,,,,,,,,,,,,,,,,,,,,,,,,,,,,,,,,,,,,,,,,,,,,,,,,,,,,,,,,,,,,,,,,,,,,,,,,,,,,,,,,,,,,,,,,,,,,,,,,,,,,,,,,,,,,,,,,,,,,,,,,,,,,,,,,,,,,,,,,,,,,,,,,,,,,,,,,,,,,,,,,,,,,,,,,,,,,,,,,-105.05109787,,,,,,,,,,,,,,,,,,,, <box>10 535 1028 551</box>
log-line: 13:08:33.0312500,,,,,,,,,,,,,,,,,,,,,,,,,,,,,,,,,,,,,,,,,,,,,,,,,,,,,,,,,,,,,,,,,,,,,,,,,,,,,,,,,,,,,,,,,,,,,,,,,,94.625,,,,,,,,,,,,,,,,,,,,,,,,,,,,,,,,,,,,,,,,,,,,,,,,,,,,,,,,,,,,,,,,,,,,,,,,,,,,,,,,,,,,,,,,,,,,,,,,,,,,,,,,, <box>10 73 968 89</box>
log-line: 13:08:33.8281250,,,,,,,,,,,,Not Engaged,,,,,,,,,,Not Engaged,,,,,,,,,,,,,,,,,,,,,,,,,,,,,,,,,,,,,,,,,,,,,,,,,,,,,,,,,,,,,,,,,,,,,,,,,,,,,,,,,,,,,,,,,,,,,,,,,,,,,,,,,,,,,,,,,,,,,,,,,,,,,,,,,,,,,,,,,,,,,,,,,,,,,,,,,,,,,,,,,,,,,,,,,,,,,,,,,,,,,,,,,,,,,,,,,,,,,,,,,,,,,,,,, <box>10 1525 1201 1541</box>
log-line: 13:08:33.1171875,,0.0547,,,,,,,,,,,,,,,,,,,,,,,,,,,,,,,,,,,,,,,,,,,,,,,,,,,,,,,,,,,,,,,,,,,,,,,,,,,,,,,,,,,,,,,,,,,,,,,,,,,,,,,,,,,,,,,,,,,,,,,,,,,,,,,,,,,,,,,,,,,,,,,,,,,,,,,,,,,,,,,,,,,,,,,,,,,,,,,,,,,,,,,,,,,,,,,,,,,, <box>10 293 948 309</box>
